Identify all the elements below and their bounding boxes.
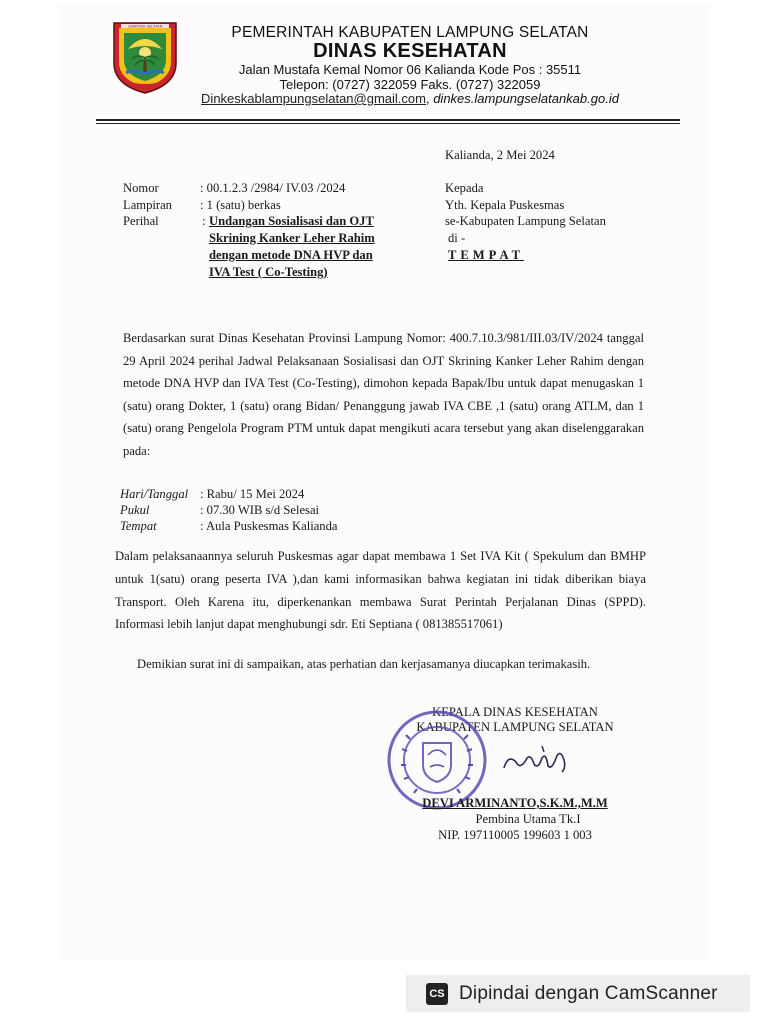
regency-logo: [108, 15, 182, 95]
meta-label-attachment: Lampiran: [123, 198, 172, 212]
letter-date: Kalianda, 2 Mei 2024: [445, 148, 555, 162]
camscanner-icon: CS: [426, 983, 448, 1005]
recipient-line-2: se-Kabupaten Lampung Selatan: [445, 214, 606, 228]
event-label-place: Tempat: [120, 519, 157, 533]
contact-separator: ,: [425, 91, 434, 106]
event-value-time: : 07.30 WIB s/d Selesai: [200, 503, 320, 517]
website-link[interactable]: dinkes.lampungselatankab.go.id: [433, 91, 619, 106]
logo-text: LAMPUNG SELATAN: [127, 24, 163, 29]
meta-colon-subject: :: [202, 214, 206, 228]
header-rule-thick: [96, 119, 680, 121]
scanner-text: Dipindai dengan CamScanner: [459, 982, 718, 1004]
body-paragraph-1: Berdasarkan surat Dinas Kesehatan Provinsi Lampung Nomor: 400.7.10.3/981/III.03/IV/2024 tanggal 29 April 2024 perihal Jadwal Pelaksanaan Sosialisasi dan OJT Skrining Kanker Leher Rahim dengan metode DNA HVP dan IVA Test (Co-Testing), dimohon kepada Bapak/Ibu untuk dapat menugaskan 1 (satu) orang Dokter, 1 (satu) orang Bidan/ Penanggung jawab IVA CBE ,1 (satu) orang ATLM, dan 1 (satu) orang Pengelola Program PTM untuk dapat mengikuti acara tersebut yang akan diselenggarakan pada:: [123, 331, 644, 458]
signatory-title-2: KABUPATEN LAMPUNG SELATAN: [416, 720, 614, 734]
closing-sentence: Demikian surat ini di sampaikan, atas perhatian dan kerjasamanya diucapkan terimakasih.: [137, 657, 591, 671]
event-label-time: Pukul: [120, 503, 150, 517]
office-phone: Telepon: (0727) 322059 Faks. (0727) 322059: [279, 77, 541, 92]
recipient-line-1: Yth. Kepala Puskesmas: [445, 198, 565, 212]
department-name: DINAS KESEHATAN: [313, 40, 507, 62]
recipient-place: TEMPAT: [448, 248, 525, 262]
header-rule-thin: [96, 123, 680, 124]
office-address: Jalan Mustafa Kemal Nomor 06 Kalianda Kode Pos : 35511: [238, 62, 582, 77]
body-paragraph-2: Dalam pelaksanaannya seluruh Puskesmas agar dapat membawa 1 Set IVA Kit ( Spekulum dan BMHP untuk 1(satu) orang peserta IVA ),dan kami informasikan bahwa kegiatan ini tidak diberikan biaya Transport. Oleh Karena itu, diperkenankan membawa Surat Perintah Perjalanan Dinas (SPPD). Informasi lebih lanjut dapat menghubungi sdr. Eti Septiana ( 081385517061): [115, 549, 646, 632]
recipient-greeting: Kepada: [445, 181, 484, 195]
government-name: PEMERINTAH KABUPATEN LAMPUNG SELATAN: [231, 24, 589, 41]
meta-label-number: Nomor: [123, 181, 159, 195]
letter-subject: Undangan Sosialisasi dan OJT Skrining Kanker Leher Rahim dengan metode DNA HVP dan IVA Test ( Co-Testing): [209, 214, 375, 279]
signatory-title-1: KEPALA DINAS KESEHATAN: [432, 705, 598, 719]
contact-line: [180, 91, 640, 106]
meta-value-number: : 00.1.2.3 /2984/ IV.03 /2024: [200, 181, 346, 195]
signatory-name: DEVI ARMINANTO,S.K.M.,M.M: [422, 796, 608, 810]
event-value-place: : Aula Puskesmas Kalianda: [200, 519, 338, 533]
signatory-nip: NIP. 197110005 199603 1 003: [438, 828, 592, 842]
signatory-rank: Pembina Utama Tk.I: [475, 812, 581, 826]
handwritten-signature: [498, 740, 578, 780]
email-link[interactable]: Dinkeskablampungselatan@gmail.com: [201, 91, 426, 106]
meta-label-subject: Perihal: [123, 214, 159, 228]
scanner-watermark: [406, 975, 750, 1012]
event-label-date: Hari/Tanggal: [120, 487, 189, 501]
recipient-line-3: di -: [448, 231, 466, 245]
event-value-date: : Rabu/ 15 Mei 2024: [200, 487, 305, 501]
meta-value-attachment: : 1 (satu) berkas: [200, 198, 281, 212]
